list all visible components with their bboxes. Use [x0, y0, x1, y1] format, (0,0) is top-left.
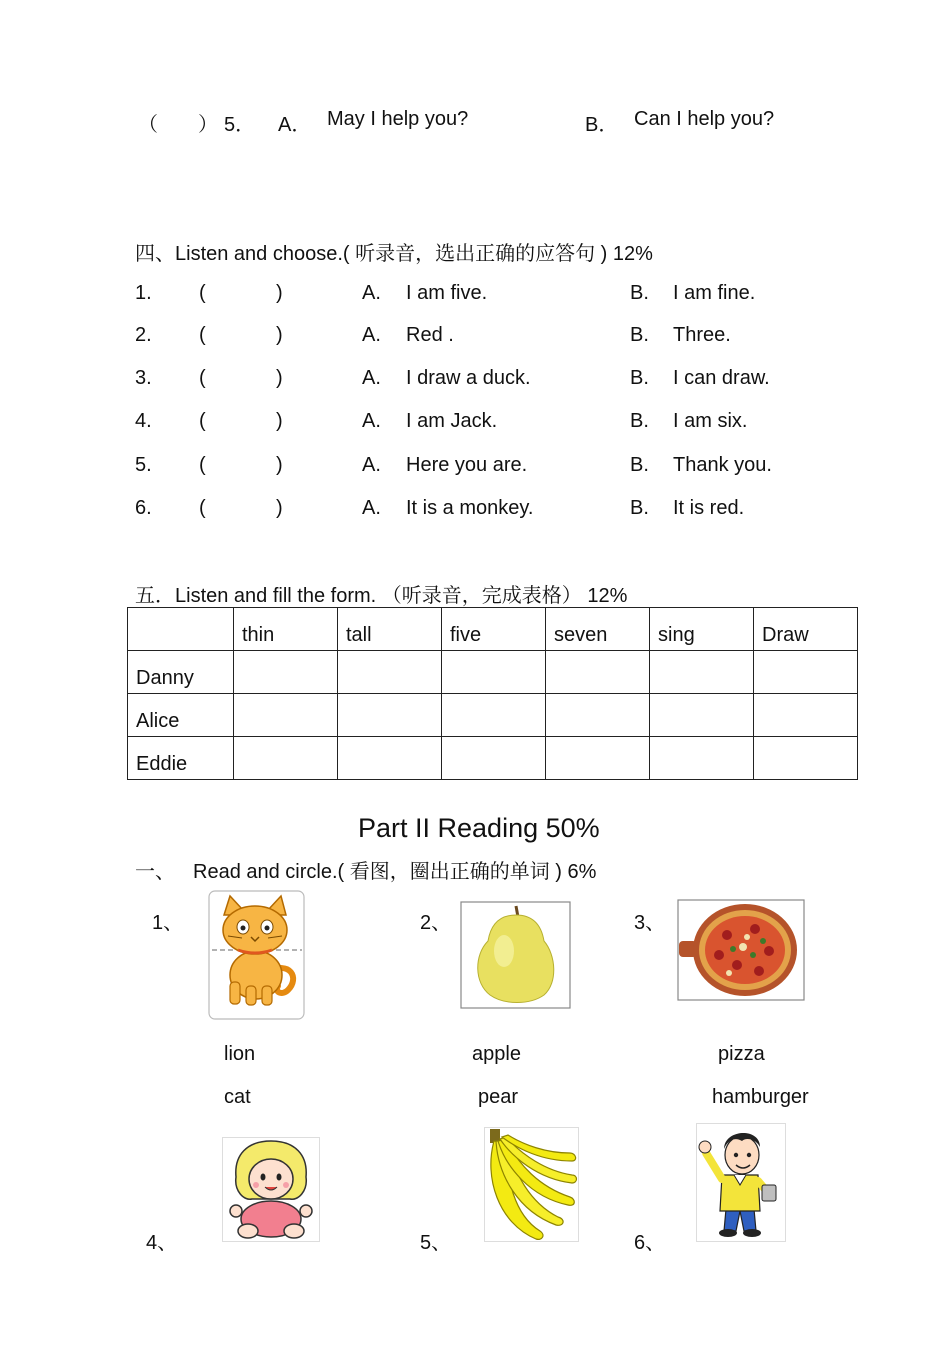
answer-cell[interactable] [234, 651, 338, 694]
section-number: 一、 [135, 861, 175, 883]
cat-icon [208, 890, 305, 1020]
item-number: 6. [135, 497, 152, 519]
item-number: 4、 [146, 1232, 178, 1254]
item-number: 5. [135, 454, 152, 476]
option-a-label: A. [362, 454, 381, 476]
doll-icon [222, 1137, 320, 1242]
option-a-label: A． [278, 114, 312, 136]
answer-open-paren[interactable]: ( [199, 454, 206, 476]
option-a-text: It is a monkey. [406, 497, 534, 519]
answer-open-paren[interactable]: ( [199, 324, 206, 346]
option-a-label: A. [362, 367, 381, 389]
answer-paren[interactable]: （ ） [138, 114, 218, 136]
answer-close-paren[interactable]: ) [276, 367, 283, 389]
option-a-text: Red . [406, 324, 454, 346]
option-b-label: B. [630, 324, 649, 346]
option-a-label: A. [362, 497, 381, 519]
option-b-label: B. [630, 454, 649, 476]
pear-picture [460, 901, 571, 1009]
answer-cell[interactable] [546, 651, 650, 694]
option-a-text: May I help you? [327, 108, 469, 130]
row-name-cell: Eddie [128, 737, 234, 780]
item-number: 3、 [634, 912, 666, 934]
option-b-text: I am six. [673, 410, 748, 432]
answer-cell[interactable] [442, 737, 546, 780]
item-number: 1. [135, 282, 152, 304]
table-row [128, 694, 858, 737]
option-b-label: B. [630, 282, 649, 304]
table-row [128, 651, 858, 694]
pizza-icon [677, 899, 805, 1001]
answer-cell[interactable] [338, 694, 442, 737]
item-number: 3. [135, 367, 152, 389]
answer-close-paren[interactable]: ) [276, 410, 283, 432]
item-number: 6、 [634, 1232, 666, 1254]
answer-cell[interactable] [338, 651, 442, 694]
table-header-cell [128, 608, 234, 651]
section4-title: 四、Listen and choose.( 听录音，选出正确的应答句 ) 12% [135, 243, 653, 265]
row-name-cell: Danny [128, 651, 234, 694]
item-number: 1、 [152, 912, 184, 934]
option-b-text: Three. [673, 324, 731, 346]
answer-cell[interactable] [442, 651, 546, 694]
item-number: 5、 [420, 1232, 452, 1254]
option-a-label: A. [362, 410, 381, 432]
table-header-cell: Draw [754, 608, 858, 651]
part2-title: Part II Reading 50% [358, 813, 600, 843]
word-choice[interactable]: cat [224, 1086, 251, 1108]
answer-cell[interactable] [650, 694, 754, 737]
answer-cell[interactable] [546, 737, 650, 780]
option-b-label: B. [630, 410, 649, 432]
option-b-text: Thank you. [673, 454, 772, 476]
cat-picture [208, 890, 305, 1020]
boy-picture [696, 1123, 786, 1242]
answer-cell[interactable] [338, 737, 442, 780]
item-number: 4. [135, 410, 152, 432]
table-header-cell: thin [234, 608, 338, 651]
answer-close-paren[interactable]: ) [276, 454, 283, 476]
option-b-text: It is red. [673, 497, 745, 519]
word-choice[interactable]: lion [224, 1043, 256, 1065]
pear-icon [460, 901, 571, 1009]
question-number: 5． [224, 114, 256, 136]
answer-close-paren[interactable]: ) [276, 282, 283, 304]
listen-fill-form [127, 607, 858, 780]
answer-close-paren[interactable]: ) [276, 324, 283, 346]
option-a-label: A. [362, 324, 381, 346]
option-b-text: I can draw. [673, 367, 770, 389]
answer-open-paren[interactable]: ( [199, 367, 206, 389]
table-header-cell: five [442, 608, 546, 651]
table-header-cell: tall [338, 608, 442, 651]
pizza-picture [677, 899, 805, 1001]
word-choice[interactable]: hamburger [712, 1086, 809, 1108]
answer-close-paren[interactable]: ) [276, 497, 283, 519]
word-choice[interactable]: pear [478, 1086, 519, 1108]
answer-cell[interactable] [650, 651, 754, 694]
table-header-row [128, 608, 858, 651]
option-a-text: Here you are. [406, 454, 528, 476]
option-a-text: I draw a duck. [406, 367, 531, 389]
answer-cell[interactable] [754, 651, 858, 694]
option-a-text: I am Jack. [406, 410, 498, 432]
row-name-cell: Alice [128, 694, 234, 737]
word-choice[interactable]: pizza [718, 1043, 765, 1065]
section5-title: 五．Listen and fill the form. （听录音，完成表格） 12% [135, 585, 628, 607]
answer-cell[interactable] [754, 694, 858, 737]
table-row [128, 737, 858, 780]
option-a-label: A. [362, 282, 381, 304]
answer-cell[interactable] [650, 737, 754, 780]
answer-open-paren[interactable]: ( [199, 282, 206, 304]
answer-cell[interactable] [546, 694, 650, 737]
answer-cell[interactable] [754, 737, 858, 780]
option-a-text: I am five. [406, 282, 488, 304]
answer-open-paren[interactable]: ( [199, 410, 206, 432]
answer-cell[interactable] [234, 694, 338, 737]
table-header-cell: seven [546, 608, 650, 651]
doll-picture [222, 1137, 320, 1242]
option-b-label: B. [630, 367, 649, 389]
option-b-text: I am fine. [673, 282, 756, 304]
answer-cell[interactable] [442, 694, 546, 737]
table-header-cell: sing [650, 608, 754, 651]
option-b-label: B． [585, 114, 619, 136]
answer-open-paren[interactable]: ( [199, 497, 206, 519]
boy-icon [696, 1123, 786, 1242]
word-choice[interactable]: apple [472, 1043, 521, 1065]
item-number: 2、 [420, 912, 452, 934]
read-circle-title: Read and circle.( 看图，圈出正确的单词 ) 6% [193, 861, 597, 883]
option-b-label: B. [630, 497, 649, 519]
bananas-icon [484, 1127, 579, 1242]
option-b-text: Can I help you? [634, 108, 775, 130]
item-number: 2. [135, 324, 152, 346]
answer-cell[interactable] [234, 737, 338, 780]
bananas-picture [484, 1127, 579, 1242]
